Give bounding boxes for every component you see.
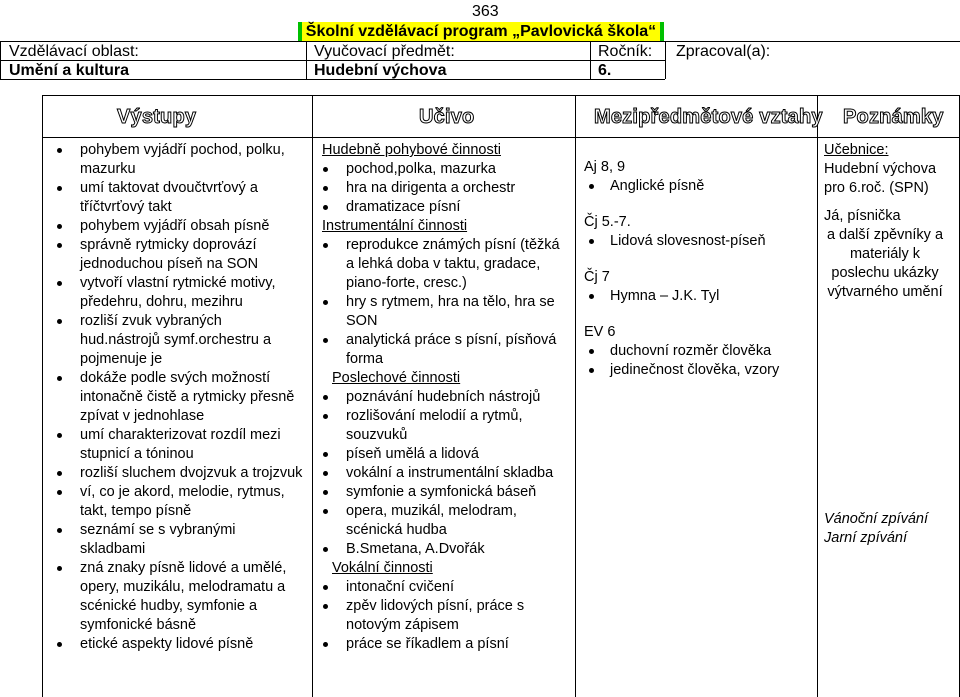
- cross-group-label: Čj 5.-7.: [584, 214, 631, 230]
- table-vline-1: [312, 95, 313, 697]
- value-subject: Hudební výchova: [314, 62, 447, 79]
- output-item: umí charakterizovat rozdíl mezi stupnicí a tóninou: [52, 426, 304, 464]
- curriculum-item: vokální a instrumentální skladba: [318, 464, 570, 483]
- label-grade: Ročník:: [598, 43, 653, 60]
- header-vline-2: [590, 41, 591, 79]
- curriculum-item: rozlišování melodií a rytmů, souzvuků: [318, 407, 570, 445]
- cross-group-label: Čj 7: [584, 269, 610, 285]
- curriculum-item: hry s rytmem, hra na tělo, hra se SON: [318, 293, 570, 331]
- table-top-line: [42, 95, 960, 96]
- col-cross-heading: Mezipředmětové vztahy: [594, 106, 823, 128]
- outputs-cell: [52, 141, 304, 654]
- table-vline-3: [817, 95, 818, 697]
- cross-group-label: EV 6: [584, 324, 616, 340]
- output-item: dokáže podle svých možností intonačně čistě a rytmicky přesně zpívat v jednohlase: [52, 369, 304, 426]
- curriculum-section-heading: Instrumentální činnosti: [322, 218, 468, 234]
- label-subject: Vyučovací předmět:: [314, 43, 455, 60]
- cross-list: [584, 177, 814, 196]
- output-item: rozliší sluchem dvojzvuk a trojzvuk: [52, 464, 304, 483]
- col-notes-heading: Poznámky: [843, 106, 944, 128]
- curriculum-item: symfonie a symfonická báseň: [318, 483, 570, 502]
- table-vline-0: [42, 95, 43, 697]
- label-author: Zpracoval(a):: [676, 43, 771, 60]
- output-item: vytvoří vlastní rytmické motivy, předehru, dohru, mezihru: [52, 274, 304, 312]
- output-item: pohybem vyjádří obsah písně: [52, 217, 304, 236]
- output-item: zná znaky písně lidové a umělé, opery, muzikálu, melodramatu a scénické hudby, symfonie a symfonické básně: [52, 559, 304, 635]
- cross-item: Anglické písně: [584, 177, 814, 196]
- output-item: etické aspekty lidové písně: [52, 635, 304, 654]
- cross-group-label: Aj 8, 9: [584, 159, 626, 175]
- value-grade: 6.: [598, 62, 612, 79]
- curriculum-item: píseň umělá a lidová: [318, 445, 570, 464]
- curriculum-section-heading: Vokální činnosti: [332, 560, 433, 576]
- header-vline-0: [0, 41, 1, 79]
- curriculum-list: [318, 236, 570, 369]
- output-item: pohybem vyjádří pochod, polku, mazurku: [52, 141, 304, 179]
- col-outputs-heading: Výstupy: [117, 106, 197, 128]
- curriculum-item: poznávání hudebních nástrojů: [318, 388, 570, 407]
- curriculum-item: práce se říkadlem a písní: [318, 635, 570, 654]
- curriculum-item: reprodukce známých písní (těžká a lehká doba v taktu, gradace, piano-forte, cresc.): [318, 236, 570, 293]
- title-accent-right: [660, 22, 664, 41]
- curriculum-item: zpěv lidových písní, práce s notovým zápisem: [318, 597, 570, 635]
- curriculum-list: [318, 578, 570, 654]
- songbook-description: a další zpěvníky a materiály k poslechu ukázky výtvarného umění: [826, 227, 944, 300]
- curriculum-item: opera, muzikál, melodram, scénická hudba: [318, 502, 570, 540]
- textbook-grade: pro 6.roč. (SPN): [824, 180, 929, 196]
- output-item: umí taktovat dvoučtvrťový a tříčtvrťový takt: [52, 179, 304, 217]
- program-title-bar: [298, 22, 664, 41]
- cross-list: [584, 287, 814, 306]
- table-vline-2: [575, 95, 576, 697]
- value-area: Umění a kultura: [9, 62, 130, 79]
- curriculum-section-heading: Hudebně pohybové činnosti: [322, 142, 501, 158]
- header-line-1: [0, 41, 960, 42]
- curriculum-list: [318, 160, 570, 217]
- textbook-label: Učebnice:: [824, 142, 889, 158]
- header-line-2: [0, 60, 665, 61]
- curriculum-item: B.Smetana, A.Dvořák: [318, 540, 570, 559]
- output-item: seznámí se s vybranými skladbami: [52, 521, 304, 559]
- curriculum-cell: [318, 141, 570, 654]
- textbook-title: Hudební výchova: [824, 161, 937, 177]
- cross-list: [584, 232, 814, 251]
- output-item: ví, co je akord, melodie, rytmus, takt, tempo písně: [52, 483, 304, 521]
- curriculum-item: analytická práce s písní, písňová forma: [318, 331, 570, 369]
- header-vline-3: [665, 41, 666, 79]
- cross-item: jedinečnost člověka, vzory: [584, 361, 814, 380]
- event-christmas: Vánoční zpívání: [824, 511, 928, 527]
- cross-item: duchovní rozměr člověka: [584, 342, 814, 361]
- label-area: Vzdělávací oblast:: [9, 43, 139, 60]
- title-accent-left: [298, 22, 302, 41]
- songbook-title: Já, písnička: [824, 208, 901, 224]
- event-spring: Jarní zpívání: [824, 530, 908, 546]
- curriculum-item: hra na dirigenta a orchestr: [318, 179, 570, 198]
- curriculum-list: [318, 388, 570, 559]
- output-item: rozliší zvuk vybraných hud.nástrojů symf.orchestru a pojmenuje je: [52, 312, 304, 369]
- header-vline-1: [306, 41, 307, 79]
- curriculum-section-heading: Poslechové činnosti: [332, 370, 461, 386]
- cross-cell: [584, 158, 814, 380]
- notes-cell: [824, 141, 958, 546]
- header-line-3: [0, 79, 665, 80]
- curriculum-item: intonační cvičení: [318, 578, 570, 597]
- output-item: správně rytmicky doprovází jednoduchou píseň na SON: [52, 236, 304, 274]
- table-head-line: [42, 137, 960, 138]
- cross-item: Hymna – J.K. Tyl: [584, 287, 814, 306]
- cross-list: [584, 342, 814, 380]
- outputs-list: [52, 141, 304, 654]
- curriculum-item: dramatizace písní: [318, 198, 570, 217]
- cross-item: Lidová slovesnost-píseň: [584, 232, 814, 251]
- curriculum-item: pochod,polka, mazurka: [318, 160, 570, 179]
- program-title: Školní vzdělávací program „Pavlovická škola“: [305, 23, 657, 40]
- col-curriculum-heading: Učivo: [419, 106, 475, 128]
- page-number: 363: [472, 3, 499, 20]
